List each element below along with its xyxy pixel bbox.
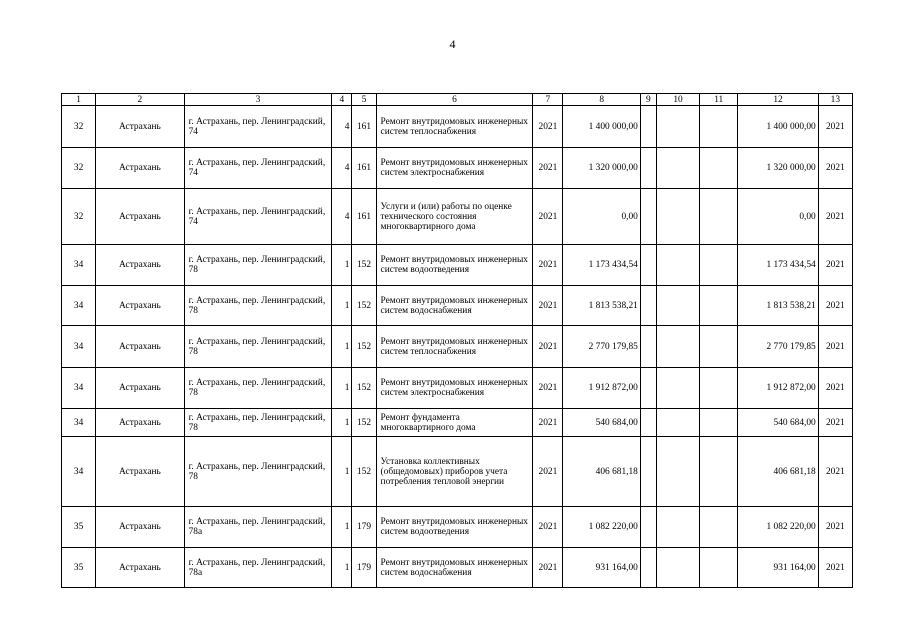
col-10-value: [656, 189, 699, 245]
year-start: 2021: [533, 245, 563, 286]
year-start: 2021: [533, 409, 563, 437]
cost-value: 2 770 179,85: [738, 326, 818, 368]
year-start: 2021: [533, 189, 563, 245]
col-11-value: [700, 437, 738, 507]
column-number-row: [62, 94, 853, 106]
row-number: 32: [62, 148, 96, 189]
locality: Астрахань: [96, 106, 184, 148]
col-11-value: [700, 189, 738, 245]
total-cost: 1 813 538,21: [563, 286, 640, 326]
col-4-value: 1: [332, 507, 352, 548]
address: г. Астрахань, пер. Ленинградский, 78а: [184, 507, 332, 548]
total-cost: 540 684,00: [563, 409, 640, 437]
table-row: [62, 106, 853, 148]
year-end: 2021: [818, 286, 852, 326]
total-cost: 1 173 434,54: [563, 245, 640, 286]
total-cost: 1 082 220,00: [563, 507, 640, 548]
work-type: Ремонт внутридомовых инженерных систем электроснабжения: [376, 368, 533, 409]
address: г. Астрахань, пер. Ленинградский, 74: [184, 148, 332, 189]
row-number: 34: [62, 368, 96, 409]
col-9-value: [640, 286, 656, 326]
address: г. Астрахань, пер. Ленинградский, 78: [184, 409, 332, 437]
row-number: 34: [62, 286, 96, 326]
total-cost: 931 164,00: [563, 548, 640, 588]
table-row: [62, 286, 853, 326]
year-end: 2021: [818, 368, 852, 409]
col-11-value: [700, 548, 738, 588]
col-5-value: 152: [352, 437, 376, 507]
page-number: 4: [449, 37, 456, 51]
col-10-value: [656, 148, 699, 189]
col-9-value: [640, 245, 656, 286]
year-start: 2021: [533, 548, 563, 588]
total-cost: 0,00: [563, 189, 640, 245]
col-4-value: 1: [332, 326, 352, 368]
address: г. Астрахань, пер. Ленинградский, 78: [184, 368, 332, 409]
year-start: 2021: [533, 368, 563, 409]
locality: Астрахань: [96, 245, 184, 286]
table-row: [62, 189, 853, 245]
col-10-value: [656, 106, 699, 148]
address: г. Астрахань, пер. Ленинградский, 74: [184, 189, 332, 245]
column-header: 9: [640, 94, 656, 106]
col-4-value: 4: [332, 148, 352, 189]
col-4-value: 1: [332, 286, 352, 326]
work-type: Услуги и (или) работы по оценке технического состояния многоквартирного дома: [376, 189, 533, 245]
year-end: 2021: [818, 106, 852, 148]
address: г. Астрахань, пер. Ленинградский, 78: [184, 245, 332, 286]
work-type: Установка коллективных (общедомовых) приборов учета потребления тепловой энергии: [376, 437, 533, 507]
locality: Астрахань: [96, 286, 184, 326]
col-10-value: [656, 286, 699, 326]
row-number: 32: [62, 106, 96, 148]
year-end: 2021: [818, 409, 852, 437]
year-end: 2021: [818, 245, 852, 286]
col-11-value: [700, 326, 738, 368]
col-9-value: [640, 189, 656, 245]
column-header: 7: [533, 94, 563, 106]
col-4-value: 1: [332, 548, 352, 588]
col-11-value: [700, 507, 738, 548]
col-10-value: [656, 409, 699, 437]
year-end: 2021: [818, 189, 852, 245]
col-4-value: 4: [332, 106, 352, 148]
col-5-value: 161: [352, 189, 376, 245]
table-row: [62, 507, 853, 548]
col-10-value: [656, 326, 699, 368]
table-row: [62, 548, 853, 588]
cost-value: 0,00: [738, 189, 818, 245]
year-start: 2021: [533, 326, 563, 368]
column-header: 1: [62, 94, 96, 106]
locality: Астрахань: [96, 409, 184, 437]
cost-value: 1 320 000,00: [738, 148, 818, 189]
cost-value: 1 813 538,21: [738, 286, 818, 326]
row-number: 35: [62, 507, 96, 548]
col-5-value: 152: [352, 326, 376, 368]
total-cost: 2 770 179,85: [563, 326, 640, 368]
col-9-value: [640, 507, 656, 548]
row-number: 34: [62, 245, 96, 286]
cost-value: 1 173 434,54: [738, 245, 818, 286]
col-5-value: 152: [352, 286, 376, 326]
column-header: 8: [563, 94, 640, 106]
repair-schedule-table: [61, 93, 853, 588]
col-9-value: [640, 548, 656, 588]
col-5-value: 179: [352, 507, 376, 548]
col-9-value: [640, 409, 656, 437]
col-4-value: 1: [332, 437, 352, 507]
year-start: 2021: [533, 437, 563, 507]
cost-value: 406 681,18: [738, 437, 818, 507]
column-header: 2: [96, 94, 184, 106]
column-header: 10: [656, 94, 699, 106]
col-4-value: 1: [332, 409, 352, 437]
column-header: 12: [738, 94, 818, 106]
work-type: Ремонт внутридомовых инженерных систем теплоснабжения: [376, 106, 533, 148]
column-header: 11: [700, 94, 738, 106]
year-end: 2021: [818, 148, 852, 189]
col-11-value: [700, 245, 738, 286]
address: г. Астрахань, пер. Ленинградский, 74: [184, 106, 332, 148]
work-type: Ремонт внутридомовых инженерных систем водоотведения: [376, 245, 533, 286]
col-9-value: [640, 148, 656, 189]
col-9-value: [640, 326, 656, 368]
cost-value: 540 684,00: [738, 409, 818, 437]
col-11-value: [700, 368, 738, 409]
cost-value: 1 912 872,00: [738, 368, 818, 409]
col-10-value: [656, 245, 699, 286]
cost-value: 931 164,00: [738, 548, 818, 588]
table-row: [62, 245, 853, 286]
col-4-value: 1: [332, 368, 352, 409]
column-header: 3: [184, 94, 332, 106]
column-header: 5: [352, 94, 376, 106]
year-end: 2021: [818, 326, 852, 368]
col-5-value: 152: [352, 409, 376, 437]
col-10-value: [656, 507, 699, 548]
row-number: 34: [62, 437, 96, 507]
year-end: 2021: [818, 548, 852, 588]
col-4-value: 4: [332, 189, 352, 245]
col-9-value: [640, 437, 656, 507]
locality: Астрахань: [96, 437, 184, 507]
column-header: 6: [376, 94, 533, 106]
year-start: 2021: [533, 106, 563, 148]
col-11-value: [700, 409, 738, 437]
work-type: Ремонт внутридомовых инженерных систем теплоснабжения: [376, 326, 533, 368]
year-start: 2021: [533, 507, 563, 548]
row-number: 35: [62, 548, 96, 588]
col-9-value: [640, 106, 656, 148]
address: г. Астрахань, пер. Ленинградский, 78: [184, 286, 332, 326]
locality: Астрахань: [96, 148, 184, 189]
year-end: 2021: [818, 507, 852, 548]
col-10-value: [656, 368, 699, 409]
col-10-value: [656, 437, 699, 507]
table-row: [62, 437, 853, 507]
year-start: 2021: [533, 148, 563, 189]
col-11-value: [700, 106, 738, 148]
row-number: 34: [62, 326, 96, 368]
col-11-value: [700, 286, 738, 326]
address: г. Астрахань, пер. Ленинградский, 78а: [184, 548, 332, 588]
column-header: 4: [332, 94, 352, 106]
work-type: Ремонт внутридомовых инженерных систем водоотведения: [376, 507, 533, 548]
total-cost: 1 400 000,00: [563, 106, 640, 148]
cost-value: 1 082 220,00: [738, 507, 818, 548]
col-11-value: [700, 148, 738, 189]
table-row: [62, 148, 853, 189]
total-cost: 1 320 000,00: [563, 148, 640, 189]
table-row: [62, 326, 853, 368]
col-5-value: 161: [352, 148, 376, 189]
locality: Астрахань: [96, 189, 184, 245]
locality: Астрахань: [96, 548, 184, 588]
row-number: 34: [62, 409, 96, 437]
work-type: Ремонт внутридомовых инженерных систем водоснабжения: [376, 548, 533, 588]
column-header: 13: [818, 94, 852, 106]
table-row: [62, 409, 853, 437]
col-10-value: [656, 548, 699, 588]
work-type: Ремонт внутридомовых инженерных систем электроснабжения: [376, 148, 533, 189]
address: г. Астрахань, пер. Ленинградский, 78: [184, 326, 332, 368]
col-5-value: 179: [352, 548, 376, 588]
row-number: 32: [62, 189, 96, 245]
work-type: Ремонт внутридомовых инженерных систем водоснабжения: [376, 286, 533, 326]
total-cost: 406 681,18: [563, 437, 640, 507]
address: г. Астрахань, пер. Ленинградский, 78: [184, 437, 332, 507]
locality: Астрахань: [96, 507, 184, 548]
year-end: 2021: [818, 437, 852, 507]
col-5-value: 152: [352, 368, 376, 409]
col-9-value: [640, 368, 656, 409]
cost-value: 1 400 000,00: [738, 106, 818, 148]
total-cost: 1 912 872,00: [563, 368, 640, 409]
work-type: Ремонт фундамента многоквартирного дома: [376, 409, 533, 437]
locality: Астрахань: [96, 368, 184, 409]
locality: Астрахань: [96, 326, 184, 368]
table-row: [62, 368, 853, 409]
col-4-value: 1: [332, 245, 352, 286]
year-start: 2021: [533, 286, 563, 326]
col-5-value: 152: [352, 245, 376, 286]
col-5-value: 161: [352, 106, 376, 148]
